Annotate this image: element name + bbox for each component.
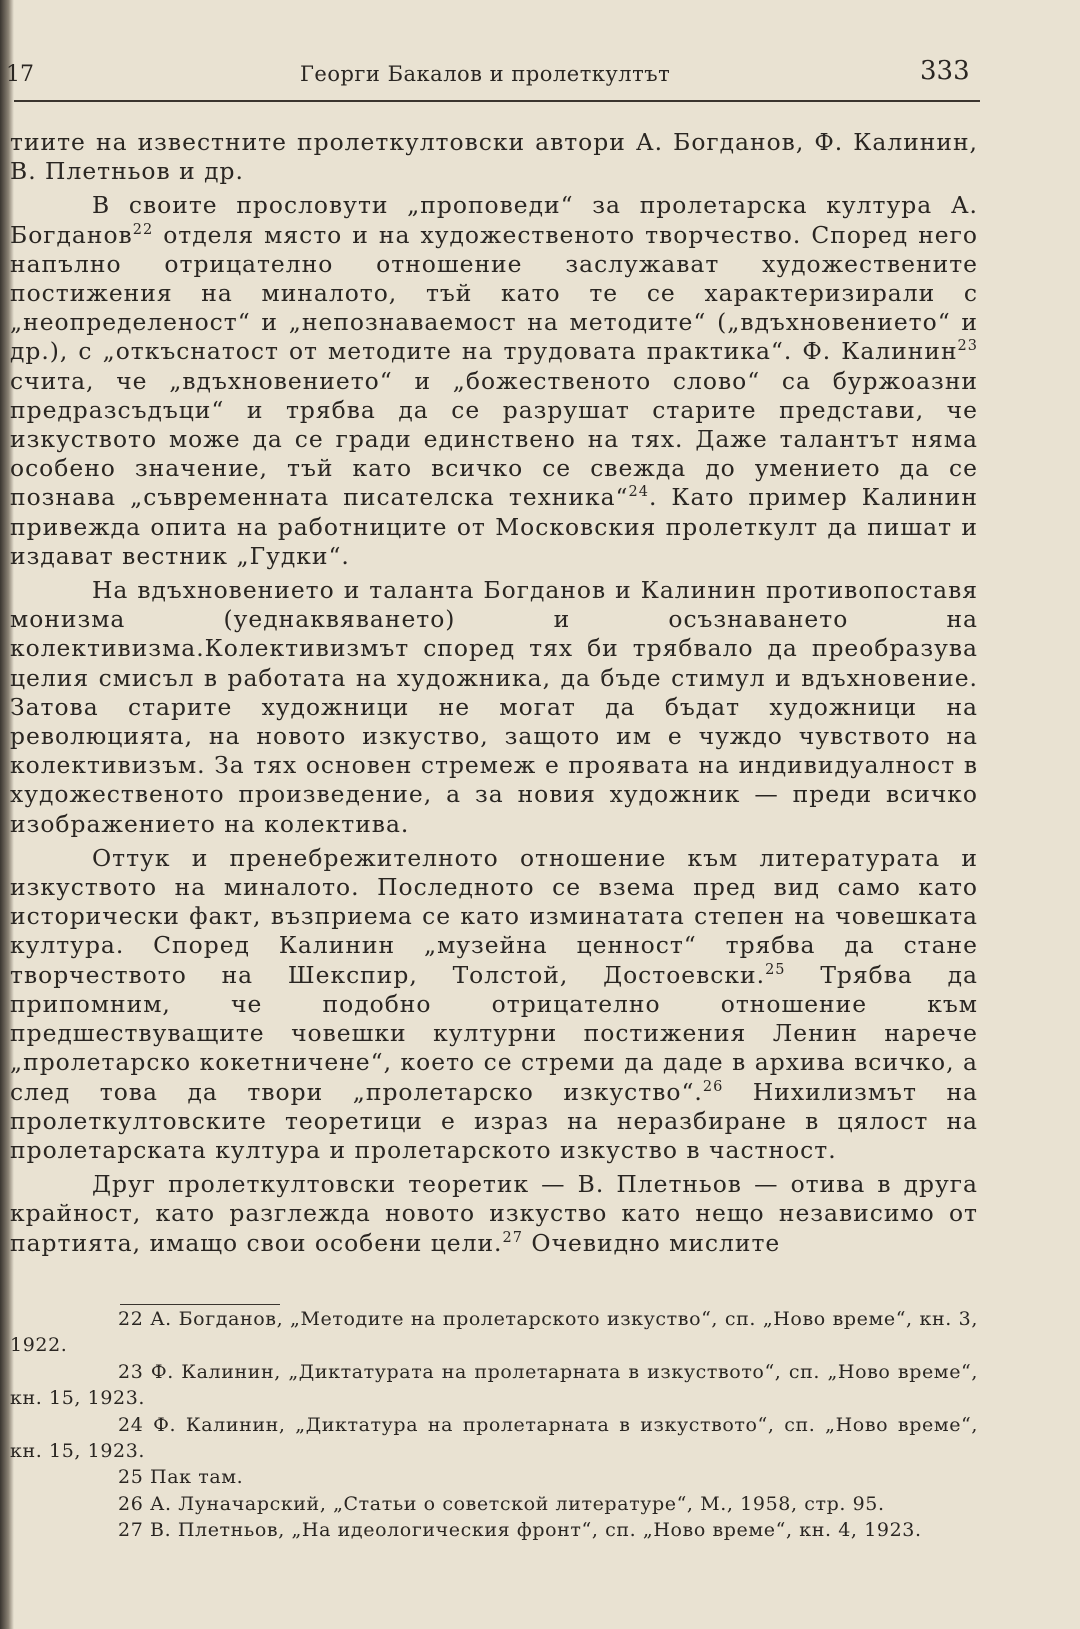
footnote bbox=[10, 1412, 978, 1465]
paragraph-text: Нихилизмът на пролеткултовските теоретици е израз на неразбиране в цялост на пролетарската култура и пролетарското изкуство в частност. bbox=[10, 1077, 978, 1164]
footnote-ref: 22 bbox=[132, 221, 154, 238]
footnote bbox=[10, 1306, 978, 1359]
page-number: 333 bbox=[920, 56, 970, 86]
footnote-text: А. Луначарский, „Статьи о советской литературе“, М., 1958, стр. 95. bbox=[143, 1492, 885, 1515]
footnote bbox=[10, 1491, 978, 1517]
footnote-ref: 25 bbox=[765, 961, 786, 978]
footnote-ref: 23 bbox=[957, 338, 978, 355]
footnote-number: 23 bbox=[118, 1360, 144, 1383]
footnote-number: 26 bbox=[118, 1492, 144, 1515]
paragraph-text: На вдъхновението и таланта Богданов и Калинин противопоставя монизма (уеднаквяването) и осъзнаването на колективизма.Колективизмът според тях би трябвало да преобразува целия смисъл в работата на художника, да бъде стимул и вдъхновение. Затова старите художници не могат да бъдат художници на революцията, на новото изкуство, защото им е чуждо чувството на колективизъм. За тях основен стремеж е проявата на индивидуалност в художественото произведение, а за новия художник — преди всичко изображението на колектива. bbox=[10, 576, 978, 838]
paragraph-text: отделя място и на художественото творчество. Според него напълно отрицателно отношение заслужават художествените постижения на миналото, тъй като те се характеризирали с „неопределеност“ и „непознаваемост на методите“ („вдъхновението“ и др.), с „откъснатост от методите на трудовата практика“. Ф. Калинин bbox=[10, 220, 978, 366]
running-title: Георги Бакалов и пролеткултът bbox=[300, 62, 671, 86]
paragraph-text: Очевидно мислите bbox=[522, 1228, 781, 1257]
footnote-ref: 24 bbox=[628, 484, 649, 501]
paragraph-text: счита, че „вдъхновението“ и „божественото слово“ са буржоазни предразсъдъци“ и трябва да се разрушат старите представи, че изкуството може да се гради единствено на тях. Даже талантът няма особено значение, тъй като всичко се свежда до умението да се познава „съвременната писателска техника“ bbox=[10, 366, 978, 512]
footnote-text: Пак там. bbox=[143, 1466, 244, 1489]
footnote bbox=[10, 1359, 978, 1412]
footnote-text: Ф. Калинин, „Диктатурата на пролетарната в изкуството“, сп. „Ново време“, кн. 15, 1923. bbox=[10, 1360, 978, 1410]
footnote-number: 24 bbox=[118, 1413, 144, 1436]
footnotes bbox=[10, 1306, 978, 1544]
footnote-number: 22 bbox=[118, 1308, 144, 1330]
footnote-ref: 27 bbox=[502, 1229, 523, 1246]
footnote bbox=[10, 1464, 978, 1490]
footnote-text: Ф. Калинин, „Диктатура на пролетарната в изкуството“, сп. „Ново време“, кн. 15, 1923. bbox=[10, 1413, 978, 1463]
paragraph bbox=[10, 128, 978, 186]
header-rule bbox=[14, 100, 980, 102]
paragraph bbox=[10, 191, 978, 571]
paragraph-text: Оттук и пренебрежителното отношение към литературата и изкуството на миналото. Последното се взема пред вид само като исторически факт, възприема се като изминатата степен на човешката култура. Според Калинин „музейна ценност“ трябва да стане творчеството на Шекспир, Толстой, Достоевски. bbox=[10, 843, 978, 989]
page-header bbox=[0, 52, 1080, 96]
footnote-number: 27 bbox=[118, 1519, 144, 1542]
paragraph-text: . Като пример Калинин привежда опита на работниците от Московския пролеткулт да пишат и издават вестник „Гудки“. bbox=[10, 483, 978, 570]
footnote-ref: 26 bbox=[702, 1078, 724, 1095]
paragraph-text: Трябва да припомним, че подобно отрицателно отношение към предшествуващите човешки културни постижения Ленин нарече „пролетарско кокетничене“, което се стреми да даде в архива всичко, а след това да твори „пролетарско изкуство“. bbox=[10, 960, 979, 1106]
footnote-text: А. Богданов, „Методите на пролетарското изкуство“, сп. „Ново време“, кн. 3, 1922. bbox=[10, 1308, 978, 1357]
paragraph-text: Друг пролеткултовски теоретик — В. Плетньов — отива в друга крайност, като разглежда новото изкуство като нещо независимо от партията, имащо свои особени цели. bbox=[10, 1170, 978, 1257]
paragraph bbox=[10, 1170, 978, 1258]
footnote-text: В. Плетньов, „На идеологическия фронт“, сп. „Ново време“, кн. 4, 1923. bbox=[143, 1519, 922, 1542]
paragraph-text: тиите на известните пролеткултовски автори А. Богданов, Ф. Калинин, В. Плетньов и др. bbox=[10, 128, 978, 186]
paragraph bbox=[10, 576, 978, 839]
footnote-number: 25 bbox=[118, 1466, 144, 1489]
left-margin-mark: 17 bbox=[6, 62, 34, 87]
body-text bbox=[10, 128, 978, 1258]
footnote-rule bbox=[120, 1304, 280, 1305]
footnote bbox=[10, 1517, 978, 1543]
paragraph-text: В своите прословути „проповеди“ за пролетарска култура А. Богданов bbox=[10, 191, 978, 249]
paragraph bbox=[10, 844, 978, 1165]
